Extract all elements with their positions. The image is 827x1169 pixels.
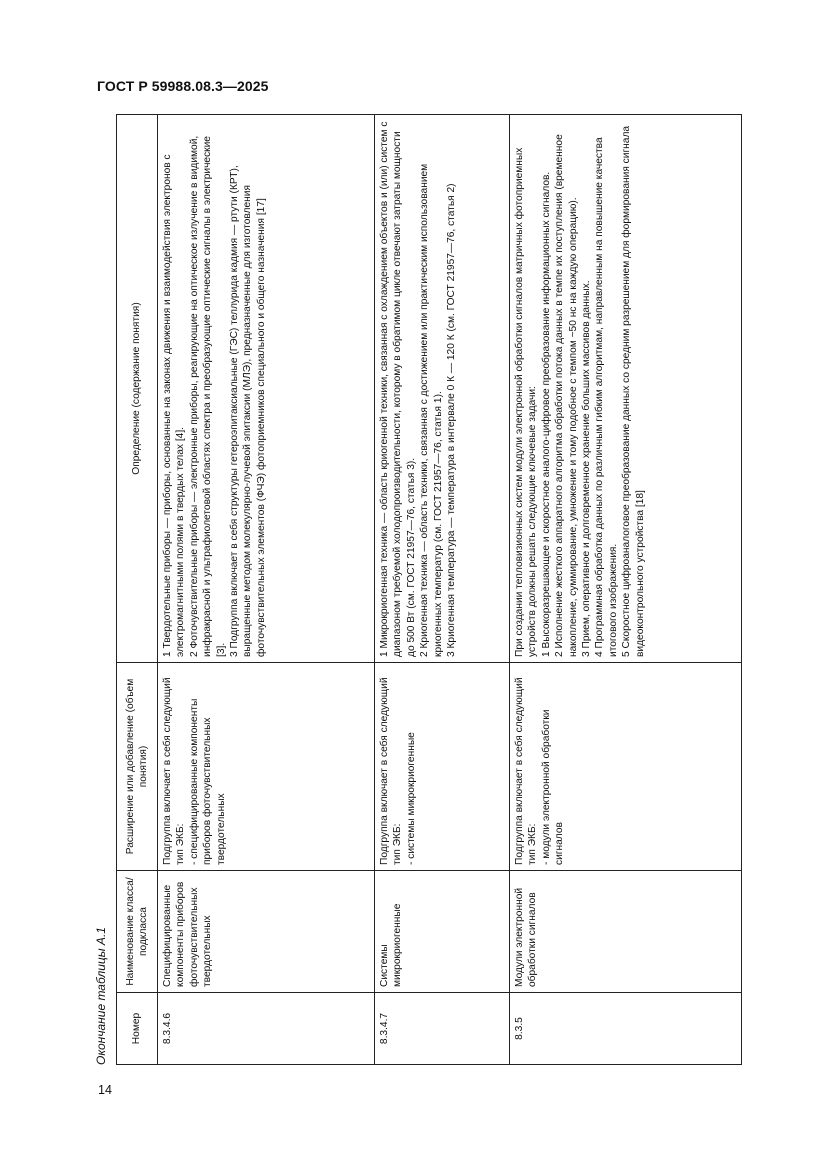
definition-line: 1 Микрокриогенная техника — область криогенной техники, связанная с охлаждением объектов и (или) систем с диапазоном требуемой холодопроизводительности, которому в обратимом цикле отвечают затраты мощности до 500 Вт (см. ГОСТ 21957—76, статья 3).: [379, 121, 417, 657]
definition-line: 4 Программная обработка данных по различным гибким алгоритмам, направленным на повышение качества итогового изображения.: [594, 137, 619, 657]
definition-line: 5 Скоростное цифроаналоговое преобразование данных со средним разрешением для формирования сигнала видеоконтрольного устройства [18]: [621, 125, 646, 657]
scope-line: Подгруппа включает в себя следующий тип ЭКБ:: [514, 677, 539, 865]
scope-line: Подгруппа включает в себя следующий тип ЭКБ:: [379, 677, 404, 865]
table-caption: Окончание таблицы А.1: [94, 927, 108, 1065]
table-header-row: [117, 115, 158, 1065]
column-header-definition: Определение (содержание понятия): [117, 115, 158, 663]
scope-line: Подгруппа включает в себя следующий тип ЭКБ:: [162, 677, 187, 865]
table-row: [510, 115, 742, 1065]
row-name: Специфицированные компоненты приборов фоточувствительных твердотельных: [158, 871, 375, 993]
definition-line: 2 Исполнение жесткого аппаратного алгоритма обработки потока данных в темпе их поступления (временное накопление, суммирование, умножение и тому подобное с темпом ~50 нс на каждую операцию).: [554, 134, 579, 657]
row-definition: [510, 115, 742, 663]
row-number: 8.3.5: [510, 993, 742, 1065]
page-number: 14: [98, 1083, 112, 1097]
definition-line: 2 Криогенная техника — область техники, связанная с достижением или практическим использованием криогенных температур (см. ГОСТ 21957—76, статья 1).: [419, 163, 444, 657]
standard-id-header: ГОСТ Р 59988.08.3—2025: [97, 78, 269, 94]
row-scope: [158, 663, 375, 871]
definition-line: 1 Твердотельные приборы — приборы, основанные на законах движения и взаимодействия электронов с электромагнитными полями в твердых телах [4].: [162, 154, 187, 657]
table-row: [375, 115, 510, 1065]
definition-line: При создании тепловизионных систем модули электронной обработки сигналов матричных фотоприемных устройств должны решать следующие ключевые задачи:: [514, 147, 539, 657]
definition-line: 2 Фоточувствительные приборы — электронные приборы, реагирующие на оптическое излучение в видимой, инфракрасной и ультрафиолетовой областях спектра и преобразующие оптические сигналы в электрические [3].: [188, 135, 227, 657]
row-name: Системы микрокриогенные: [375, 871, 510, 993]
rotated-table-block: [94, 115, 726, 1065]
row-number: 8.3.4.7: [375, 993, 510, 1065]
column-header-name: Наименование класса/подкласса: [117, 871, 158, 993]
row-scope: [510, 663, 742, 871]
column-header-scope: Расширение или добавление (объем понятия): [117, 663, 158, 871]
scope-line: - специфицированные компоненты приборов фоточувствительных твердотельных: [188, 698, 227, 865]
table-row: [158, 115, 375, 1065]
row-definition: [375, 115, 510, 663]
definition-line: 3 Подгруппа включает в себя структуры гетероэпитаксиальные (ГЭС) теллурида кадмия — ртути (КРТ), выращенные методом молекулярно-лучевой эпитаксии (МЛЭ), предназначенные для изготовления фоточувствительных элементов (ФЧЭ) фотоприемников специального и общего назначения [17]: [229, 165, 267, 657]
row-number: 8.3.4.6: [158, 993, 375, 1065]
scope-line: - системы микрокриогенные: [405, 732, 417, 865]
definition-line: 3 Прием, оперативное и долговременное хранение больших массивов данных.: [581, 280, 593, 657]
definition-line: 3 Криогенная температура — температура в интервале 0 К — 120 К (см. ГОСТ 21957—76, статья 2): [446, 183, 458, 657]
definitions-table: [116, 114, 742, 1065]
row-name: Модули электронной обработки сигналов: [510, 871, 742, 993]
column-header-number: Номер: [117, 993, 158, 1065]
definition-line: 1 Высокоразрешающее и скоростное аналого-цифровое преобразование информационных сигналов.: [540, 171, 552, 657]
row-definition: [158, 115, 375, 663]
scope-line: - модули электронной обработки сигналов: [540, 709, 566, 865]
row-scope: [375, 663, 510, 871]
